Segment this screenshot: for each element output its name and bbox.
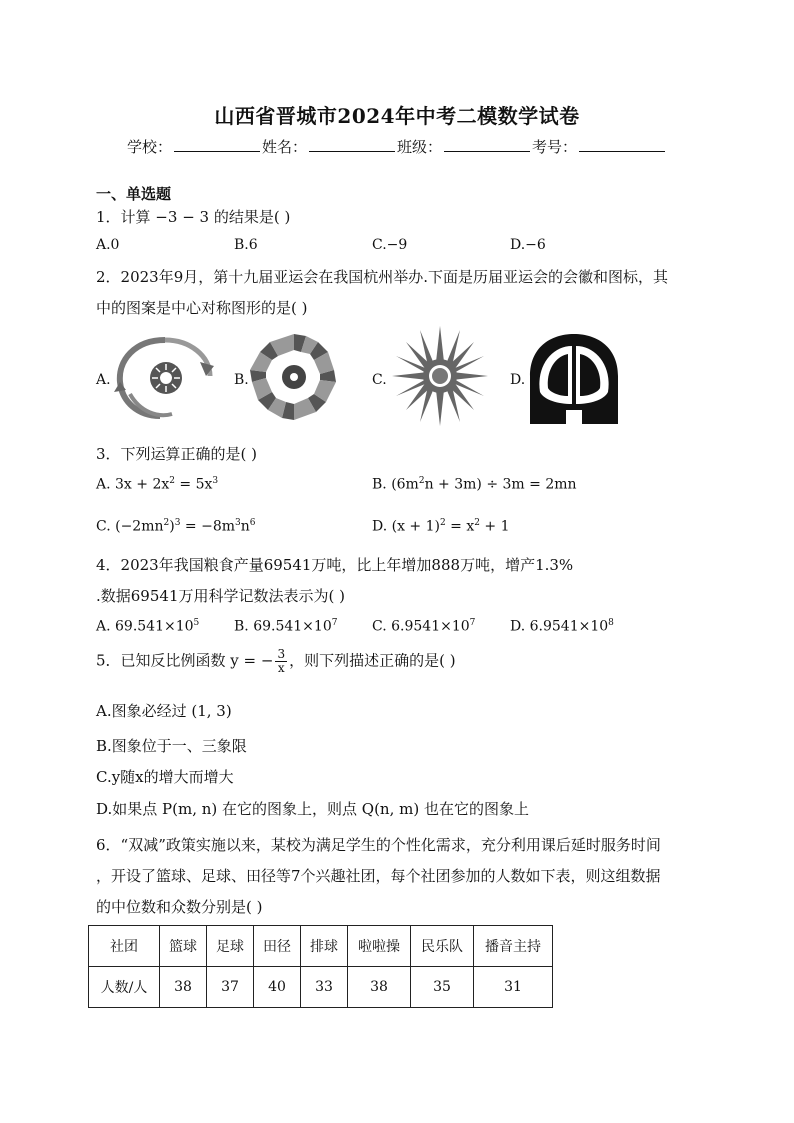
q1-option-b: B.6 <box>234 237 258 253</box>
table-cell: 40 <box>254 967 301 1008</box>
q2-label-a: A. <box>96 372 111 388</box>
name-label: 姓名： <box>261 138 307 156</box>
table-cell: 民乐队 <box>411 926 474 967</box>
table-row <box>89 967 553 1008</box>
q6-stem-line2: ，开设了篮球、足球、田径等7个兴趣社团，每个社团参加的人数如下表，则这组数据 <box>96 867 661 885</box>
table-cell: 38 <box>160 967 207 1008</box>
table-cell: 啦啦操 <box>348 926 411 967</box>
q4-option-b: B. $69.541\times 10^7$ <box>234 618 338 635</box>
q2-stem-line2: 中的图案是中心对称图形的是( ) <box>96 299 308 317</box>
club-table <box>88 925 553 1008</box>
q2-label-c: C. <box>372 372 387 388</box>
q2-stem-line1: 2．2023年9月，第十九届亚运会在我国杭州举办.下面是历届亚运会的会徽和图标，其 <box>96 268 669 286</box>
asian-games-logo-a-image <box>110 332 220 422</box>
q5-option-b: B.图象位于一、三象限 <box>96 737 247 755</box>
q4-stem-line2: .数据69541万用科学记数法表示为( ) <box>96 587 345 605</box>
q2-label-b: B. <box>234 372 249 388</box>
number-blank[interactable] <box>579 137 665 152</box>
table-cell: 篮球 <box>160 926 207 967</box>
q5-fraction: $\frac{3}{x}$ <box>277 647 286 675</box>
q3-option-a: A. $3x + 2x^2 = 5x^3$ <box>96 476 219 493</box>
q5-stem: 5．已知反比例函数 y = − $\frac{3}{x}$ ，则下列描述正确的是( ) <box>96 647 456 675</box>
q4-option-a: A. $69.541\times 10^5$ <box>96 618 200 635</box>
q5-option-a: A.图象必经过 (1, 3) <box>96 702 232 720</box>
table-cell: 足球 <box>207 926 254 967</box>
page-title: 山西省晋城市2024年中考二模数学试卷 <box>214 104 580 128</box>
q4-stem-line1: 4．2023年我国粮食产量69541万吨，比上年增加888万吨，增产1.3% <box>96 556 574 574</box>
school-label: 学校： <box>126 138 172 156</box>
q5-option-d: D.如果点 P(m, n) 在它的图象上，则点 Q(n, m) 也在它的图象上 <box>96 800 529 818</box>
school-blank[interactable] <box>174 137 260 152</box>
section-heading: 一、单选题 <box>96 185 172 203</box>
asian-games-logo-d-image <box>526 330 622 424</box>
class-blank[interactable] <box>444 137 530 152</box>
q3-option-c: C. $(-2mn^2)^3 = -8m^3n^6$ <box>96 518 256 535</box>
q4-option-d: D. $6.9541\times 10^8$ <box>510 618 614 635</box>
q6-stem-line1: 6．“双减”政策实施以来，某校为满足学生的个性化需求，充分利用课后延时服务时间 <box>96 836 661 854</box>
table-cell: 33 <box>301 967 348 1008</box>
table-cell: 37 <box>207 967 254 1008</box>
student-info-line <box>0 136 794 157</box>
table-cell: 31 <box>474 967 553 1008</box>
q1-stem: 1．计算 −3 − 3 的结果是( ) <box>96 208 291 226</box>
table-cell: 人数/人 <box>89 967 160 1008</box>
asian-games-logo-b-image <box>246 330 342 424</box>
q2-label-d: D. <box>510 372 526 388</box>
q3-stem: 3．下列运算正确的是( ) <box>96 445 258 463</box>
table-cell: 38 <box>348 967 411 1008</box>
table-cell: 社团 <box>89 926 160 967</box>
q1-option-a: A.0 <box>96 237 120 253</box>
name-blank[interactable] <box>309 137 395 152</box>
q3-option-b: B. $(6m^2n + 3m) \div 3m = 2mn$ <box>372 476 577 493</box>
q5-option-c: C.y随x的增大而增大 <box>96 768 234 786</box>
table-cell: 田径 <box>254 926 301 967</box>
table-row <box>89 926 553 967</box>
table-cell: 播音主持 <box>474 926 553 967</box>
table-cell: 35 <box>411 967 474 1008</box>
q3-option-d: D. $(x + 1)^2 = x^2 + 1$ <box>372 518 510 535</box>
q6-stem-line3: 的中位数和众数分别是( ) <box>96 898 263 916</box>
q1-option-d: D.−6 <box>510 237 546 253</box>
class-label: 班级： <box>397 138 443 156</box>
asian-games-logo-c-image <box>392 324 488 428</box>
table-cell: 排球 <box>301 926 348 967</box>
q4-option-c: C. $6.9541\times 10^7$ <box>372 618 476 635</box>
number-label: 考号： <box>532 138 578 156</box>
q1-option-c: C.−9 <box>372 237 408 253</box>
